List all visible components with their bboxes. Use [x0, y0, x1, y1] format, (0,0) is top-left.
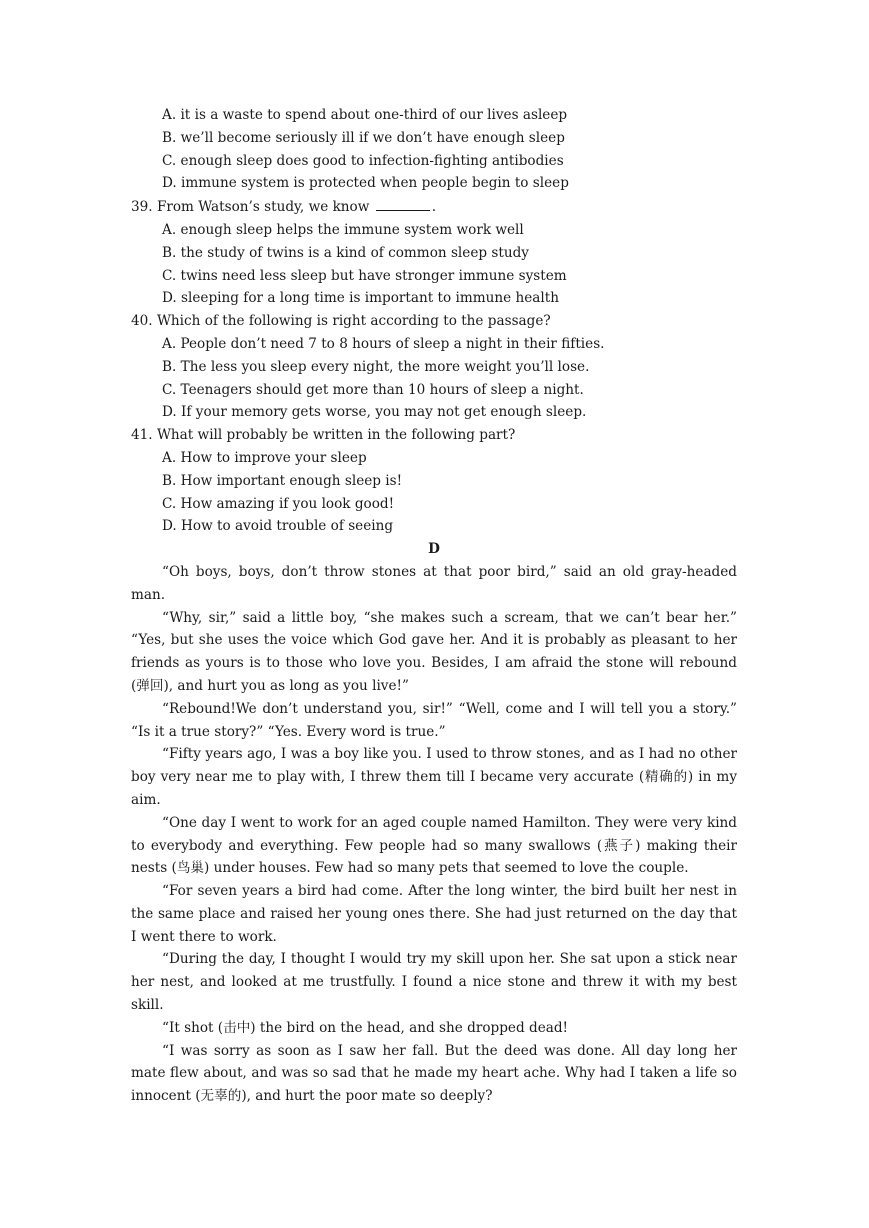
q38-option-b: B. we’ll become seriously ill if we don’t have enough sleep — [162, 129, 565, 146]
q39-stem-text: 39. From Watson’s study, we know — [131, 199, 370, 216]
q39-option-d: D. sleeping for a long time is important to immune health — [162, 290, 559, 307]
q38-option-a: A. it is a waste to spend about one-third of our lives asleep — [162, 107, 568, 123]
q38-option-c: C. enough sleep does good to infection-fighting antibodies — [162, 152, 564, 169]
passage-paragraph: “One day I went to work for an aged couple named Hamilton. They were very kind to everybody and everything. Few people had so many swallows (燕子) making their nests (鸟巢) under houses. Few had so many pets that seemed to love the couple. — [131, 814, 737, 877]
passage-paragraph: “Fifty years ago, I was a boy like you. I used to throw stones, and as I had no other boy very near me to play with, I threw them till I became very accurate (精确的) in my aim. — [131, 746, 737, 808]
q38-option-d: D. immune system is protected when people begin to sleep — [162, 175, 569, 192]
passage-paragraph: “During the day, I thought I would try my skill upon her. She sat upon a stick near her nest, and looked at me trustfully. I found a nice stone and threw it with my best skill. — [131, 951, 737, 1014]
passage-paragraph: “Why, sir,” said a little boy, “she makes such a scream, that we can’t bear her.” “Yes, but she uses the voice which God gave her. And it is probably as pleasant to her friends as yours is to those who love you. Besides, I am afraid the stone will rebound (弹回), and hurt you as long as you live!” — [131, 609, 737, 694]
q40-option-a: A. People don’t need 7 to 8 hours of sleep a night in their fifties. — [162, 335, 605, 352]
passage-paragraph: “Oh boys, boys, don’t throw stones at that poor bird,” said an old gray-headed man. — [131, 563, 737, 603]
q39-option-b: B. the study of twins is a kind of common sleep study — [162, 244, 529, 261]
answer-blank — [376, 195, 430, 211]
q41-option-b: B. How important enough sleep is! — [162, 472, 403, 489]
q41-option-a: A. How to improve your sleep — [162, 449, 367, 466]
q39-option-c: C. twins need less sleep but have stronger immune system — [162, 267, 567, 284]
q41-stem: 41. What will probably be written in the following part? — [131, 427, 516, 444]
passage-paragraph: “Rebound!We don’t understand you, sir!” “Well, come and I will tell you a story.” “Is it a true story?” “Yes. Every word is true.” — [131, 700, 737, 740]
q40-option-c: C. Teenagers should get more than 10 hours of sleep a night. — [162, 381, 584, 398]
q40-stem: 40. Which of the following is right according to the passage? — [131, 313, 551, 330]
passage-paragraph: “I was sorry as soon as I saw her fall. But the deed was done. All day long her mate flew about, and was so sad that he made my heart ache. Why had I taken a life so innocent (无辜的), and hurt the poor mate so deeply? — [131, 1042, 737, 1105]
section-title: D — [428, 541, 440, 558]
document-page — [131, 104, 737, 1108]
q40-option-d: D. If your memory gets worse, you may not get enough sleep. — [162, 404, 587, 421]
passage-paragraph: “It shot (击中) the bird on the head, and she dropped dead! — [162, 1019, 569, 1036]
q41-option-c: C. How amazing if you look good! — [162, 495, 395, 512]
q40-option-b: B. The less you sleep every night, the more weight you’ll lose. — [162, 358, 590, 375]
passage-paragraph: “For seven years a bird had come. After the long winter, the bird built her nest in the same place and raised her young ones there. She had just returned on the day that I went there to work. — [131, 883, 737, 945]
q41-option-d: D. How to avoid trouble of seeing — [162, 518, 394, 535]
q39-stem-end: . — [431, 199, 437, 216]
q39-option-a: A. enough sleep helps the immune system work well — [162, 221, 524, 238]
q39-stem — [131, 195, 737, 219]
